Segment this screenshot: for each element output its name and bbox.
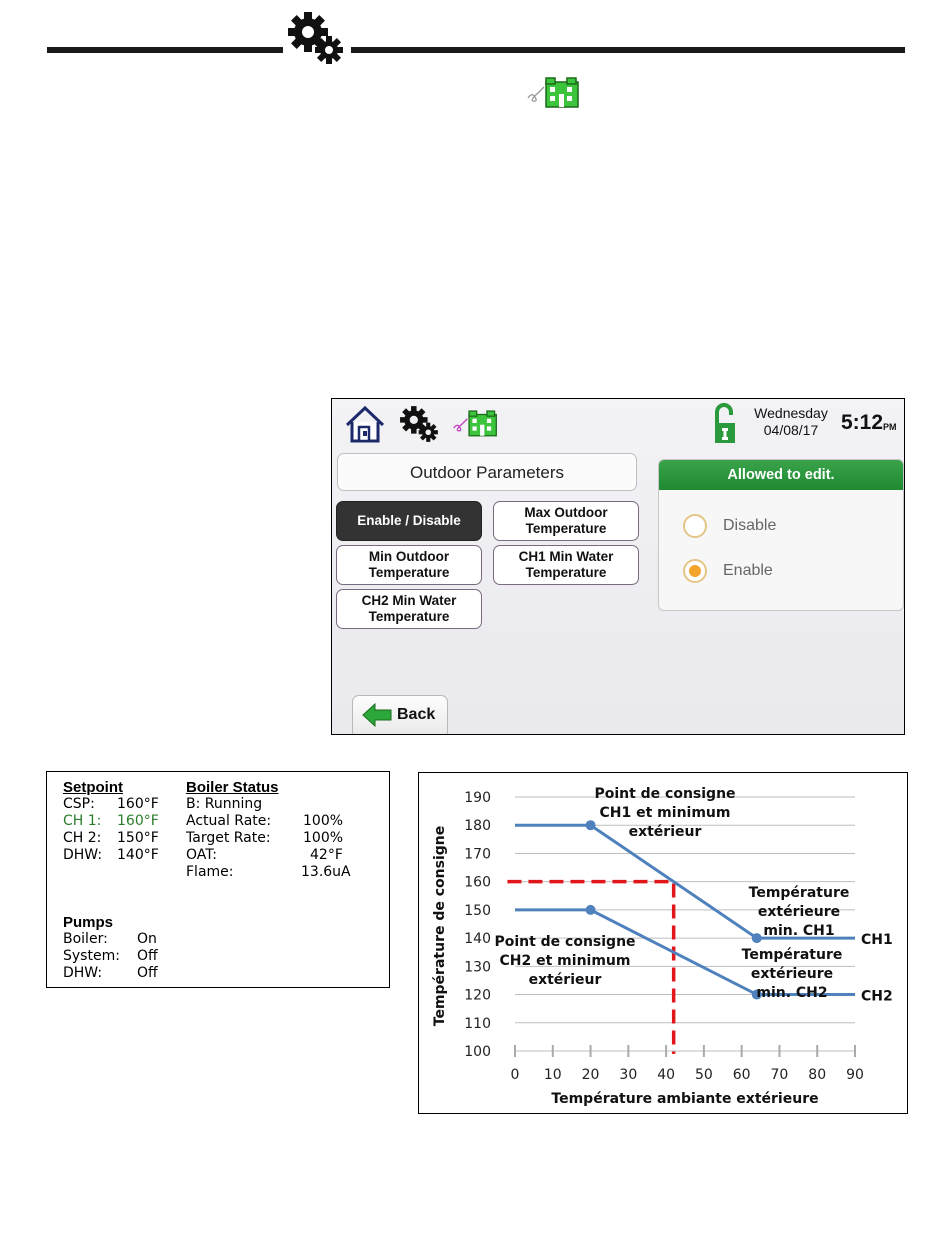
chart-annotation: extérieure <box>757 904 841 920</box>
min-outdoor-temp-button[interactable] <box>336 545 482 585</box>
setpoint-row <box>63 830 188 847</box>
page-title: Outdoor Parameters <box>337 453 637 491</box>
setpoint-label: CH 1: <box>63 813 102 829</box>
header-rule-left <box>47 47 283 53</box>
date-text: 04/08/17 <box>763 422 819 438</box>
data-point <box>586 905 596 915</box>
boiler-value: 42°F <box>310 847 343 863</box>
enable-disable-button[interactable] <box>336 501 482 541</box>
back-arrow-icon <box>361 702 393 728</box>
edit-panel <box>658 459 904 611</box>
pump-label: System: <box>63 948 120 964</box>
chart-annotation: min. CH2 <box>756 985 828 1001</box>
home-icon[interactable] <box>344 403 386 445</box>
settings-icon[interactable] <box>398 403 442 445</box>
controller-screen <box>331 398 905 735</box>
chart-annotation: min. CH1 <box>763 923 835 939</box>
outdoor-building-icon <box>526 76 580 108</box>
x-tick-label: 60 <box>732 1067 751 1083</box>
setpoint-value: 150°F <box>117 830 159 846</box>
pump-label: DHW: <box>63 965 103 981</box>
pump-row <box>63 931 213 948</box>
back-label: Back <box>397 706 436 723</box>
setpoint-row <box>63 813 188 830</box>
y-tick-label: 140 <box>464 931 491 948</box>
weekday-text: Wednesday <box>754 405 828 421</box>
boiler-row <box>186 813 386 830</box>
setpoint-value: 160°F <box>117 813 159 829</box>
option-enable[interactable] <box>683 559 773 583</box>
chart-annotation: CH1 et minimum <box>599 805 731 821</box>
setpoint-heading: Setpoint <box>63 779 123 796</box>
chart-annotation: Température <box>741 947 843 963</box>
gears-icon <box>285 10 349 66</box>
ampm-text: PM <box>883 422 897 432</box>
pump-row <box>63 948 213 965</box>
y-tick-label: 130 <box>464 959 491 976</box>
y-tick-label: 180 <box>464 818 491 835</box>
x-tick-label: 90 <box>846 1067 864 1083</box>
ch1-min-water-temp-label: CH1 Min Water Temperature <box>518 549 614 580</box>
radio-enable[interactable] <box>683 559 707 583</box>
chart-annotation: Point de consigne <box>594 786 736 802</box>
chart-annotation: extérieure <box>750 966 834 982</box>
y-tick-label: 190 <box>464 790 491 806</box>
chart-annotation: extérieur <box>628 824 702 840</box>
x-tick-label: 20 <box>581 1067 600 1083</box>
option-disable[interactable] <box>683 514 776 538</box>
x-axis-label: Température ambiante extérieure <box>551 1091 819 1107</box>
pump-value: Off <box>137 965 158 981</box>
boiler-row <box>186 830 386 847</box>
unlock-icon[interactable] <box>712 403 738 445</box>
setpoint-column <box>63 779 188 864</box>
y-tick-label: 160 <box>464 874 491 891</box>
data-point <box>752 933 762 943</box>
x-tick-label: 0 <box>510 1067 520 1083</box>
y-tick-label: 170 <box>464 846 491 863</box>
reset-curve-plot <box>419 773 907 1113</box>
ch2-min-water-temp-button[interactable] <box>336 589 482 629</box>
pump-label: Boiler: <box>63 931 108 947</box>
boiler-value: 100% <box>303 813 344 829</box>
y-axis-label: Température de consigne <box>432 825 448 1027</box>
boiler-label: OAT: <box>186 847 217 863</box>
status-panel <box>46 771 390 988</box>
max-outdoor-temp-button[interactable] <box>493 501 639 541</box>
chart-annotation: extérieur <box>528 972 602 988</box>
reset-curve-chart <box>418 772 908 1114</box>
option-enable-label: Enable <box>723 562 773 579</box>
series-label-ch1: CH1 <box>861 932 893 949</box>
min-outdoor-temp-label: Min Outdoor Temperature <box>368 549 450 580</box>
setpoint-row <box>63 796 188 813</box>
max-outdoor-temp-label: Max Outdoor Temperature <box>524 505 608 536</box>
time-text: 5:12 <box>841 411 884 434</box>
pumps-column <box>63 914 213 982</box>
enable-disable-label: Enable / Disable <box>357 513 461 528</box>
boiler-state <box>186 796 386 813</box>
outdoor-building-icon[interactable] <box>452 407 498 439</box>
x-tick-label: 50 <box>694 1067 713 1083</box>
boiler-state-text: B: Running <box>186 796 263 812</box>
y-tick-label: 110 <box>464 1015 491 1032</box>
pump-value: On <box>137 931 157 947</box>
x-tick-label: 80 <box>808 1067 827 1083</box>
back-button[interactable] <box>352 695 448 735</box>
boiler-row <box>186 864 386 881</box>
status-bar <box>332 399 904 449</box>
pumps-heading: Pumps <box>63 914 114 931</box>
ch2-min-water-temp-label: CH2 Min Water Temperature <box>361 593 457 624</box>
radio-disable[interactable] <box>683 514 707 538</box>
setpoint-row <box>63 847 188 864</box>
boiler-value: 13.6uA <box>301 864 351 880</box>
boiler-value: 100% <box>303 830 344 846</box>
x-tick-label: 70 <box>770 1067 789 1083</box>
chart-annotation: CH2 et minimum <box>499 953 631 969</box>
ch1-min-water-temp-button[interactable] <box>493 545 639 585</box>
setpoint-label: CH 2: <box>63 830 102 846</box>
chart-annotation: Température <box>748 885 850 901</box>
chart-annotation: Point de consigne <box>494 934 636 950</box>
boiler-status-heading: Boiler Status <box>186 779 279 796</box>
option-disable-label: Disable <box>723 517 777 534</box>
y-tick-label: 100 <box>464 1044 491 1060</box>
boiler-label: Flame: <box>186 864 234 880</box>
setpoint-value: 160°F <box>117 796 159 812</box>
series-label-ch2: CH2 <box>861 988 893 1005</box>
date-display <box>746 405 836 438</box>
setpoint-label: DHW: <box>63 847 103 863</box>
clock-display <box>841 411 897 435</box>
header-rule-right <box>351 47 905 53</box>
x-tick-label: 40 <box>657 1067 676 1083</box>
pump-value: Off <box>137 948 158 964</box>
boiler-status-column <box>186 779 386 881</box>
x-tick-label: 10 <box>543 1067 562 1083</box>
boiler-row <box>186 847 386 864</box>
data-point <box>586 820 596 830</box>
x-tick-label: 30 <box>619 1067 638 1083</box>
setpoint-label: CSP: <box>63 796 95 812</box>
y-tick-label: 150 <box>464 902 491 919</box>
boiler-label: Target Rate: <box>186 830 271 846</box>
setpoint-value: 140°F <box>117 847 159 863</box>
boiler-label: Actual Rate: <box>186 813 272 829</box>
y-tick-label: 120 <box>464 987 491 1004</box>
pump-row <box>63 965 213 982</box>
edit-panel-header: Allowed to edit. <box>659 460 903 490</box>
